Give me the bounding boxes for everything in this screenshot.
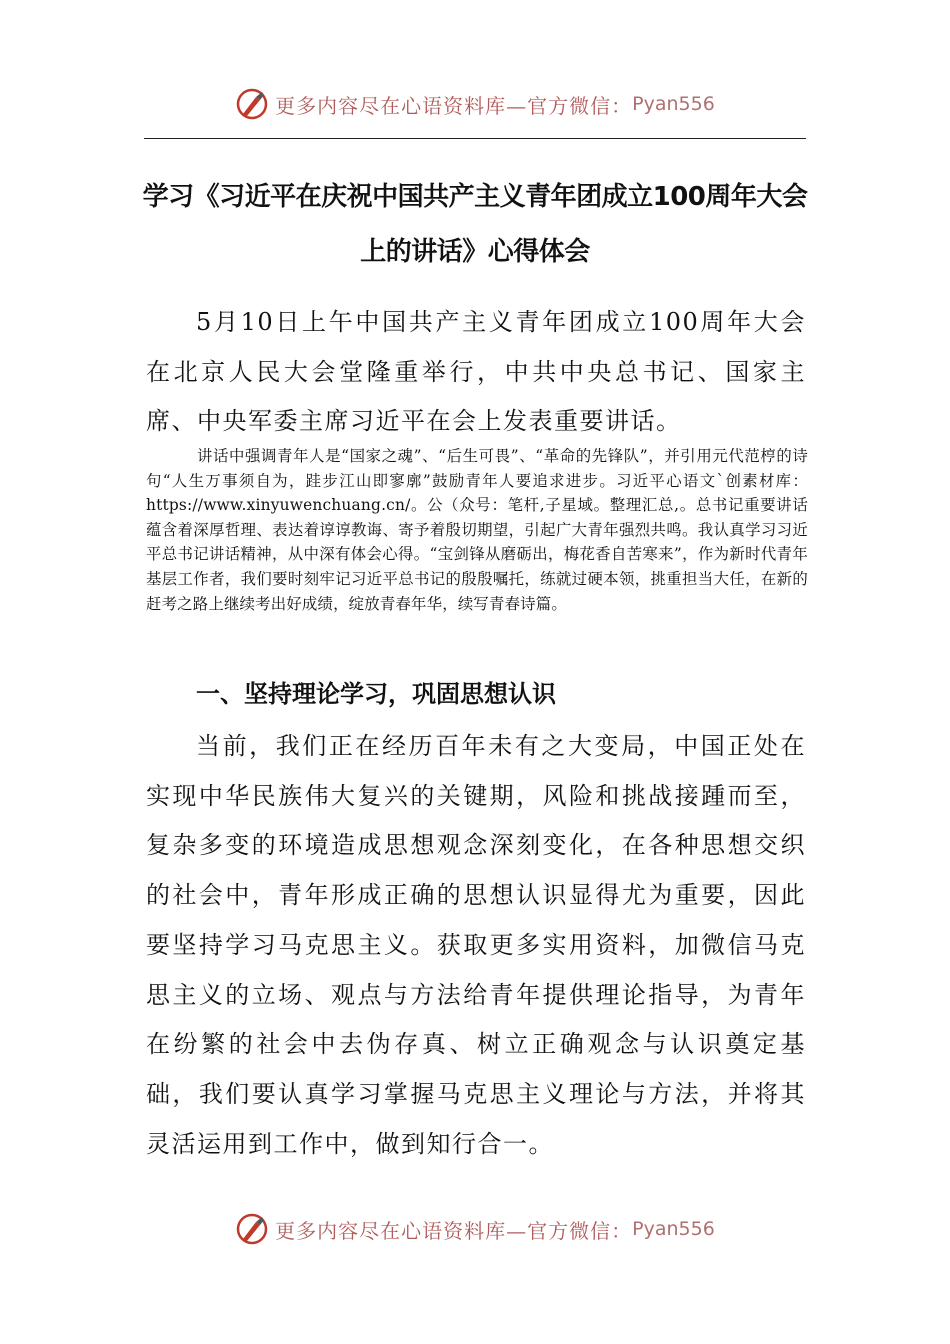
footer-banner (0, 1209, 950, 1249)
header-banner (0, 84, 950, 124)
footer-banner-text: 更多内容尽在心语资料库—官方微信： (275, 1218, 633, 1243)
pen-nib-logo-icon (235, 1212, 269, 1246)
paragraph-intro: 5月10日上午中国共产主义青年团成立100周年大会在北京人民大会堂隆重举行，中共中央总书记、国家主席、中央军委主席习近平在会上发表重要讲话。 (146, 308, 806, 436)
header-banner-text: 更多内容尽在心语资料库—官方微信： (275, 93, 633, 118)
header-banner-wechat-id: Pyan556 (632, 93, 715, 115)
section-heading-1: 一、坚持理论学习，巩固思想认识 (196, 680, 556, 708)
paragraph-speech-summary: 讲话中强调青年人是“国家之魂”、“后生可畏”、“革命的先锋队”，并引用元代范梈的诗句“人生万事须自为，跬步江山即寥廓”鼓励青年人要追求进步。习近平心语文`创素材库：https://www.xinyuwenchuang.cn/。公（众号：笔杆,子星域。整理汇总,。总书记重要讲话蕴含着深厚哲理、表达着谆谆教诲、寄予着殷切期望，引起广大青年强烈共鸣。我认真学习习近平总书记讲话精神，从中深有体会心得。“宝剑锋从磨砺出，梅花香自苦寒来”，作为新时代青年基层工作者，我们要时刻牢记习近平总书记的殷殷嘱托，练就过硬本领，挑重担当大任，在新的赶考之路上继续考出好成绩，绽放青春年华，续写青春诗篇。 (146, 447, 808, 613)
header-divider (144, 138, 806, 139)
pen-nib-logo-icon (235, 87, 269, 121)
footer-banner-wechat-id: Pyan556 (632, 1218, 715, 1240)
document-title: 学习《习近平在庆祝中国共产主义青年团成立100周年大会上的讲话》心得体会 (142, 182, 808, 267)
paragraph-theory-study: 当前，我们正在经历百年未有之大变局，中国正处在实现中华民族伟大复兴的关键期，风险和挑战接踵而至，复杂多变的环境造成思想观念深刻变化，在各种思想交织的社会中，青年形成正确的思想认识显得尤为重要，因此要坚持学习马克思主义。获取更多实用资料，加微信马克思主义的立场、观点与方法给青年提供理论指导，为青年在纷繁的社会中去伪存真、树立正确观念与认识奠定基础，我们要认真学习掌握马克思主义理论与方法，并将其灵活运用到工作中，做到知行合一。 (146, 732, 806, 1158)
